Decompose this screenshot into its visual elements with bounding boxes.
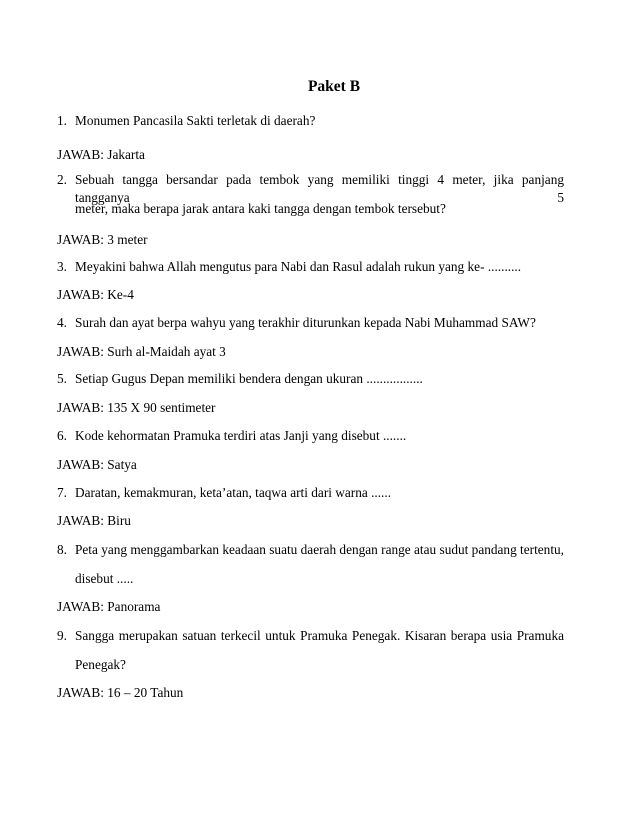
question-text: Surah dan ayat berpa wahyu yang terakhir diturunkan kepada Nabi Muhammad SAW?: [75, 315, 536, 330]
answer-2: JAWAB: 3 meter: [57, 232, 148, 247]
question-text: Sangga merupakan satuan terkecil untuk Pramuka Penegak. Kisaran berapa usia Pramuka: [75, 628, 564, 643]
question-number: 4.: [57, 315, 67, 330]
question-text: Setiap Gugus Depan memiliki bendera dengan ukuran .................: [75, 371, 423, 386]
answer-7: JAWAB: Biru: [57, 513, 131, 528]
question-number: 2.: [57, 172, 67, 187]
question-8-continuation: disebut .....: [75, 571, 134, 586]
answer-9: JAWAB: 16 – 20 Tahun: [57, 685, 184, 700]
answer-1: JAWAB: Jakarta: [57, 147, 145, 162]
page-title: Paket B: [307, 78, 361, 95]
question-text: Sebuah tangga bersandar pada tembok yang memiliki tinggi 4 meter, jika panjang tangganya 5: [75, 172, 564, 205]
question-text: Daratan, kemakmuran, keta’atan, taqwa arti dari warna ......: [75, 485, 392, 500]
question-text: Peta yang menggambarkan keadaan suatu daerah dengan range atau sudut pandang tertentu,: [75, 542, 564, 557]
question-text: Meyakini bahwa Allah mengutus para Nabi dan Rasul adalah rukun yang ke- ..........: [75, 259, 522, 274]
question-number: 3.: [57, 259, 67, 274]
answer-8: JAWAB: Panorama: [57, 599, 161, 614]
question-9: [57, 627, 564, 645]
question-number: 9.: [57, 628, 67, 643]
question-number: 1.: [57, 113, 67, 128]
question-6: [57, 427, 564, 445]
answer-5: JAWAB: 135 X 90 sentimeter: [57, 400, 216, 415]
question-9-continuation: Penegak?: [75, 657, 126, 672]
answer-6: JAWAB: Satya: [57, 457, 137, 472]
question-3: [57, 258, 564, 276]
question-number: 6.: [57, 428, 67, 443]
question-number: 8.: [57, 542, 67, 557]
question-4: [57, 314, 564, 332]
question-text: Kode kehormatan Pramuka terdiri atas Janji yang disebut .......: [75, 428, 407, 443]
question-number: 5.: [57, 371, 67, 386]
question-2-continuation: meter, maka berapa jarak antara kaki tangga dengan tembok tersebut?: [75, 201, 446, 216]
question-7: [57, 484, 564, 502]
answer-4: JAWAB: Surh al-Maidah ayat 3: [57, 344, 226, 359]
question-text: Monumen Pancasila Sakti terletak di daerah?: [75, 113, 316, 128]
question-number: 7.: [57, 485, 67, 500]
question-8: [57, 541, 564, 559]
answer-3: JAWAB: Ke-4: [57, 287, 134, 302]
question-1: [57, 112, 564, 130]
question-5: [57, 370, 564, 388]
